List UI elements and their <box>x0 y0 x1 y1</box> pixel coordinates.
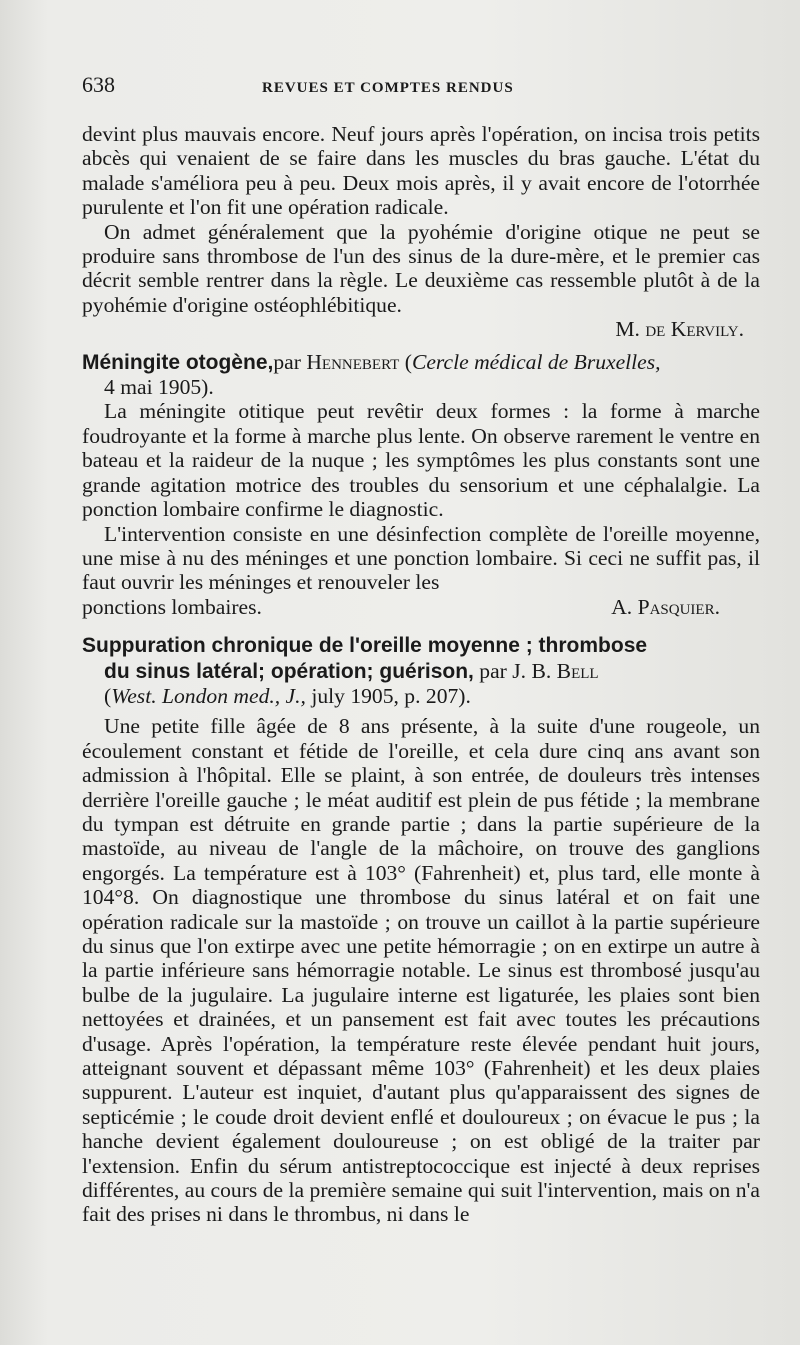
article-author: Hennebert <box>306 349 400 374</box>
section-suppuration <box>82 633 760 1227</box>
page-number: 638 <box>82 72 115 97</box>
article-source: Cercle médical de Bruxelles, <box>411 349 661 374</box>
signature-kervily: M. de Kervily. <box>615 317 744 342</box>
article-source: West. London med., J., <box>111 683 306 708</box>
running-head <box>82 72 760 106</box>
paragraph-meningite-1: La méningite otitique peut revêtir deux formes : la forme à marche foudroyante et la forme à marche plus lente. On observe rarement le ventre en bateau et la raideur de la nuque ; les symptômes les plus constants sont une grande agitation motrice des troubles du sensorium et une céphalalgie. La ponction lombaire confirme le diagnostic. <box>82 399 760 522</box>
article-title-line2: du sinus latéral; opération; guérison, <box>104 659 474 683</box>
running-title: REVUES ET COMPTES RENDUS <box>262 80 514 96</box>
article-heading-meningite: Méningite otogène,par Hennebert (Cercle médical de Bruxelles, 4 mai 1905). <box>82 349 661 400</box>
article-title-line1: Suppuration chronique de l'oreille moyenne ; thrombose <box>82 634 648 658</box>
section-pyohemie <box>82 122 760 342</box>
paragraph-meningite-2: L'intervention consiste en une désinfection complète de l'oreille moyenne, une mise à nu des méninges et une ponction lombaire. Si ceci ne suffit pas, il faut ouvrir les méninges et renouveler les <box>82 521 760 595</box>
paragraph-last-line: ponctions lombaires. <box>82 594 262 619</box>
section-meningite <box>82 350 760 619</box>
article-title: Méningite otogène, <box>82 350 274 374</box>
paragraph-pyohemie-commentary: On admet généralement que la pyohémie d'origine otique ne peut se produire sans thrombose de l'un des sinus de la dure-mère, et le premier cas décrit semble rentrer dans la règle. Le deuxième cas ressemble plutôt à de la pyohémie d'origine ostéophlébitique. <box>82 219 760 317</box>
signature-pasquier: A. Pasquier. <box>611 594 720 619</box>
article-author: Bell <box>556 658 599 683</box>
article-heading-suppuration: Suppuration chronique de l'oreille moyenne ; thrombose du sinus latéral; opération; guérison, par J. B. Bell (West. London med., J., july 1905, p. 207). <box>82 634 648 708</box>
article-date: 4 mai 1905). <box>104 375 214 400</box>
last-line-with-signature <box>82 595 760 619</box>
paragraph-continuation: devint plus mauvais encore. Neuf jours après l'opération, on incisa trois petits abcès qui venaient de se faire dans les muscles du bras gauche. L'état du malade s'améliora peu à peu. Deux mois après, il y avait encore de l'otorrhée purulente et l'on fit une opération radicale. <box>82 122 760 220</box>
paragraph-suppuration: Une petite fille âgée de 8 ans présente, à la suite d'une rougeole, un écoulement constant et fétide de l'oreille, et cela dure cinq ans avant son admission à l'hôpital. Elle se plaint, à son entrée, de douleurs très intenses derrière l'oreille gauche ; le méat auditif est plein de pus fétide ; la membrane du tympan est détruite en grande partie ; dans la partie supérieure de la mastoïde, au niveau de l'angle de la mâchoire, on trouve des ganglions engorgés. La température est à 103° (Fahrenheit) et, plus tard, elle monte à 104°8. On diagnostique une thrombose du sinus latéral et on fait une opération radicale sur la mastoïde ; on trouve un caillot à la partie supérieure du sinus que l'on extirpe avec une petite hémorragie ; on en extirpe un autre à la partie inférieure sans hémorragie notable. Le sinus est thrombosé jusqu'au bulbe de la jugulaire. La jugulaire interne est ligaturée, les plaies sont bien nettoyées et drainées, et un pansement est fait avec toutes les précautions d'usage. Après l'opération, la température reste élevée pendant huit jours, atteignant souvent et dépassant même 103° (Fahrenheit) et les deux plaies suppurent. L'auteur est inquiet, d'autant plus qu'apparaissent des signes de septicémie ; le coude droit devient enflé et douloureux ; on évacue le pus ; la hanche devient également douloureuse ; on est obligé de la traiter par l'extension. Enfin du sérum antistreptococcique est injecté à deux reprises différentes, au cours de la première semaine qui suit l'intervention, mais on n'a fait des prises ni dans le thrombus, ni dans le <box>82 714 760 1227</box>
